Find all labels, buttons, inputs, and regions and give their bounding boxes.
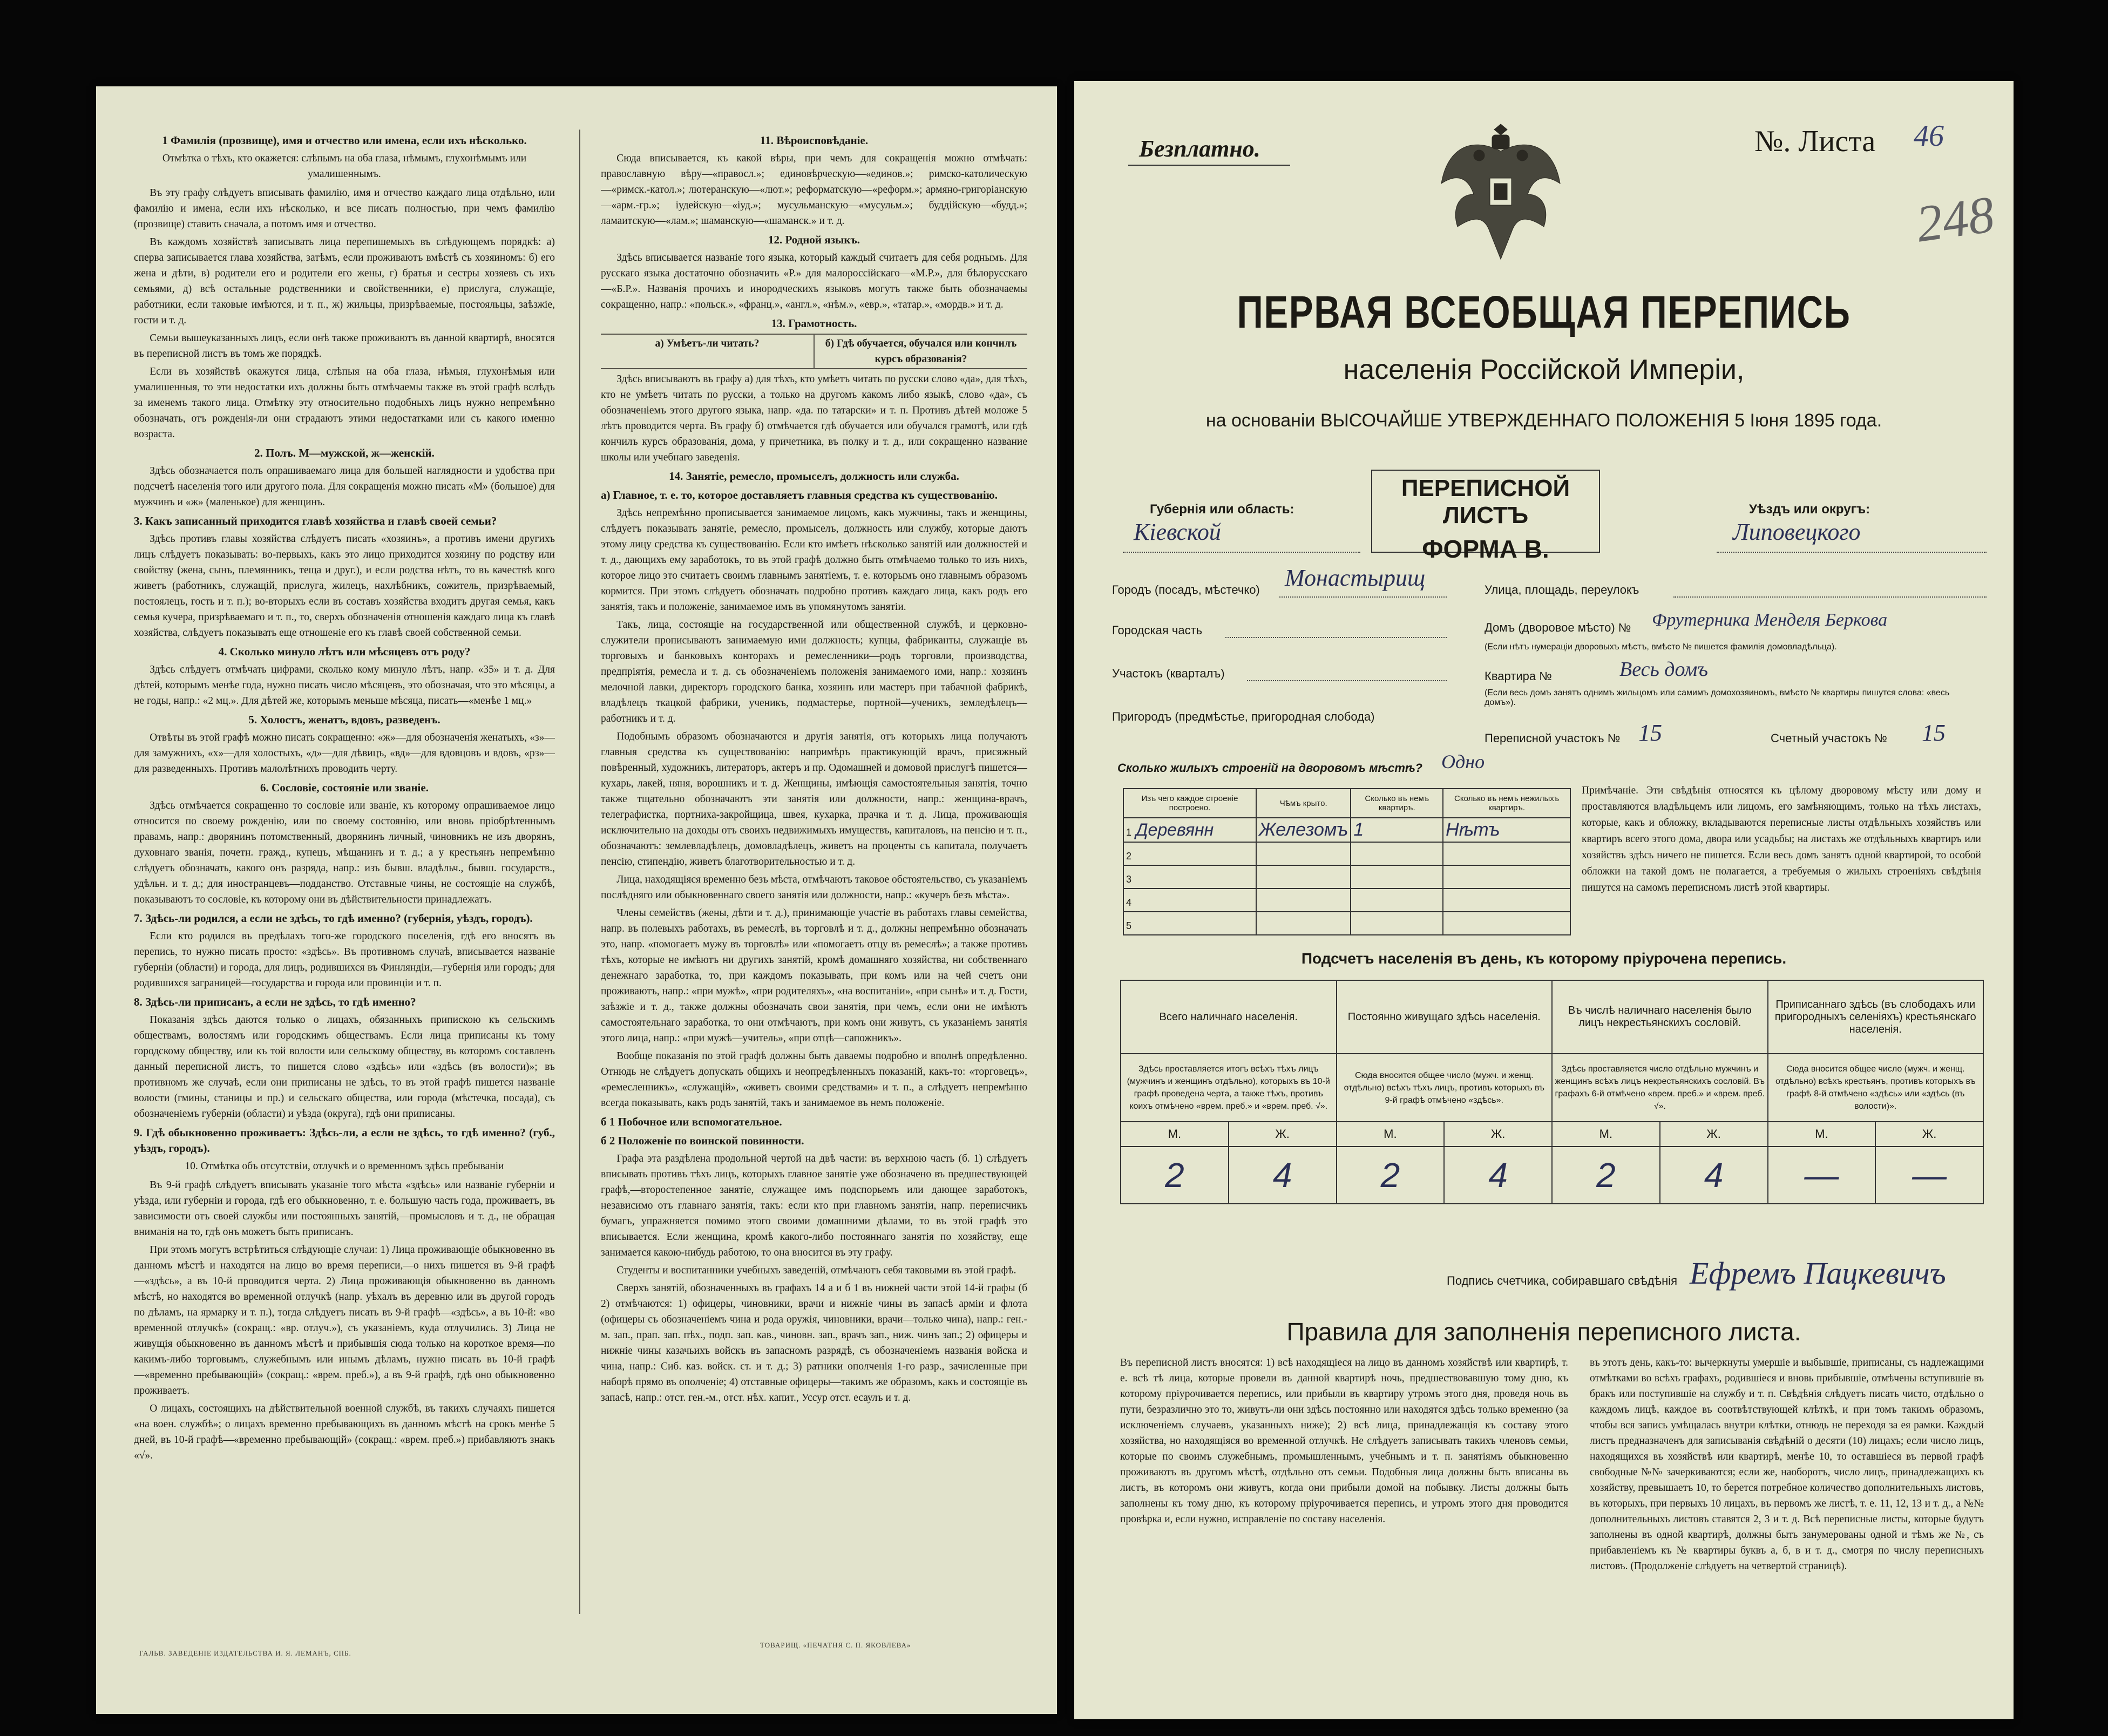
ulitsa-line: [1673, 596, 1987, 598]
buildings-note: Примѣчаніе. Эти свѣдѣнія относятся къ цѣлому дворовому мѣсту или дому и проставляются владѣльцемъ или лицомъ, его замѣняющимъ, только на тѣхъ листахъ, которые, какъ и обложку, вкладываются переписные листы отдѣльныхъ хозяйствъ или квартиръ всего этого дома, двора или усадьбы; на листахъ же отдѣльныхъ квартиръ или хозяйствъ здѣсь ничего не пишется. Если весь домъ занятъ одной квартирой, то особой обложки на такой домъ не полагается, а требуемыя о жилыхъ строеніяхъ свѣдѣнія пишутся на самомъ переписномъ листѣ этой квартиры.: [1582, 785, 1981, 893]
instruction-paragraph: Здѣсь вписывается названіе того языка, который каждый считаетъ для себя роднымъ. Для русскаго языка достаточно обозначить «Р.» для малороссійскаго—«М.Р.», для бѣлорусскаго—«Б.Р.». Названія прочихъ и инородческихъ языковъ могутъ также быть обозначаемы сокращенно, напр.: «польск.», «франц.», «англ.», «нѣм.», «евр.», «татар.», «мордв.» и т. д.: [601, 252, 1027, 310]
instruction-paragraph: Отмѣтка о тѣхъ, кто окажется: слѣпымъ на оба глаза, нѣмымъ, глухонѣмымъ или умалишеннымъ.: [162, 153, 527, 180]
pop-sex-header: М.: [1768, 1122, 1876, 1147]
instruction-paragraph: Вообще показанія по этой графѣ должны быть даваемы подробно и вполнѣ опредѣленно. Отнюдь не слѣдуетъ допускать общихъ и неопредѣленныхъ показаній, какъ-то: «торговецъ», «ремесленникъ», «служащій», «живетъ своими средствами» и т. п., а слѣдуетъ непремѣнно всегда показывать, какъ родъ занятій, такъ и занимаемое въ немъ положеніе.: [601, 1050, 1027, 1109]
uchastok-line: [1247, 680, 1447, 681]
guberniya-value: Кіевской: [1134, 519, 1221, 545]
question-heading: б 2 Положеніе по воинской повинности.: [601, 1134, 804, 1147]
enumerator-signature-label: Подпись счетчика, собиравшаго свѣдѣнія: [1447, 1274, 1678, 1287]
pencil-archive-number: 248: [1913, 185, 1998, 253]
sheet-number-label: №. Листа: [1754, 125, 1876, 158]
buildings-row: [1123, 818, 1570, 842]
question-heading: 12. Родной языкъ.: [768, 233, 860, 246]
pop-count-value: 4: [1229, 1147, 1337, 1204]
instruction-paragraph: При этомъ могутъ встрѣтиться слѣдующіе случаи: 1) Лица проживающіе обыкновенно въ данномъ мѣстѣ и находятся на лицо во время переписи,—о нихъ пишется въ 9-й графѣ—«здѣсь», а въ 10-й проводится черта. 2) Лица проживающія обыкновенно въ данномъ мѣстѣ, но находятся во временной отлучкѣ (напр. уѣхалъ въ деревню или въ другой городъ по дѣламъ, на ярмарку и т. п.), тогда слѣдуетъ писать въ 9-й графѣ—«здѣсь», а въ 10-й: «во временной отлучкѣ» (сокращ.: «вр. отлуч.»), съ указаніемъ, куда отлучились. 3) Лица не живущія обыкновенно въ данномъ мѣстѣ и прибывшія сюда только на короткое время—по какимъ-либо торговымъ, служебнымъ или инымъ дѣламъ, нужно писать въ 10-й графѣ—«временно пребывающій» (сокращ.: «врем. преб.»), а въ 9-й графѣ, гдѣ оно обыкновенно проживаетъ.: [134, 1244, 555, 1396]
buildings-cell-flats: [1351, 889, 1443, 912]
pop-count-value: 2: [1552, 1147, 1660, 1204]
instruction-paragraph: Въ каждомъ хозяйствѣ записывать лица перепишемыхъ въ слѣдующемъ порядкѣ: а) сперва записывается глава хозяйства, затѣмъ, если проживаютъ вмѣстѣ съ хозяиномъ: б) его жена и дѣти, в) родители его и родители его жены, г) братья и сестры хозяевъ съ ихъ семьями, д) всѣ остальные родственники и свойственники, е) прислуга, служащіе, работники, если таковые имѣются, и т. п., ж) жильцы, призрѣваемые, постояльцы, заѣзжіе, гости и т. д.: [134, 236, 555, 326]
pop-header-peasant: Приписаннаго здѣсь (въ слободахъ или пригородныхъ селеніяхъ) крестьянскаго населенія.: [1768, 980, 1984, 1054]
guberniya-label: Губернія или область:: [1150, 502, 1294, 517]
buildings-row: [1123, 889, 1570, 912]
instruction-paragraph: Здѣсь отмѣчается сокращенно то сословіе или званіе, къ которому опрашиваемое лицо относится по своему рожденію, или по своему состоянію, или вновь пріобрѣтеннымъ правамъ, напр.: дворянинъ потомственный, дворянинъ личный, чиновникъ не изъ дворянъ, духовнаго званія, почетн. гражд., купецъ, мѣщанинъ и т. д.; а у крестьянъ непремѣнно слѣдуетъ обозначать, какого онъ разряда, напр.: изъ бывш. владѣльч., бывш. государств., удѣльн. и т. д.; для иностранцевъ—подданство. Отставные чины, не состоящіе на службѣ, показываютъ то сословіе, къ которому они въ дѣйствительности принадлежатъ.: [134, 800, 555, 905]
rules-title: Правила для заполненія переписного листа.: [1286, 1318, 1801, 1346]
form-title-line-1: ПЕРЕПИСНОЙ ЛИСТЪ: [1401, 475, 1570, 528]
instruction-paragraph: Если въ хозяйствѣ окажутся лица, слѣпыя на оба глаза, нѣмыя, глухонѣмыя или умалишенныя, то эти недостатки ихъ должны быть отмѣчаемы также въ этой графѣ вслѣдъ за именемъ такого лица. Отмѣтку эту относительно подобныхъ лицъ нужно непремѣнно обозначать, отъ рожденія-ли они страдаютъ этими недостатками или съ какого именно возраста.: [134, 366, 555, 440]
kvartira-label: Квартира №: [1485, 669, 1552, 683]
buildings-cell-roof: Железомъ: [1256, 818, 1351, 842]
question-heading: 6. Сословіе, состояніе или званіе.: [260, 781, 429, 794]
instruction-paragraph: Такъ, лица, состоящіе на государственной или общественной службѣ, и церковно-служители прописываютъ занимаемую ими должность; купцы, фабриканты, служащіе въ торговыхъ и банковыхъ конторахъ и ремесленники—родъ торговли, производства, предпріятія, ремесла и т. д. съ обозначеніемъ положенія занимаемого ими, напр.: хозяинъ мелочной лавки, директоръ городского банка, хозяинъ или мастеръ при табачной фабрикѣ, владѣлецъ ткацкой фабрики, ученикъ, подмастерье, портной—ученикъ, земледѣлецъ—работникъ и т. д.: [601, 619, 1027, 724]
pop-count-value: —: [1768, 1147, 1876, 1204]
rules-text-left: Въ переписной листъ вносятся: 1) всѣ находящіеся на лицо въ данномъ хозяйствѣ или квартирѣ, т. е. всѣ тѣ лица, которые провели въ данной квартирѣ ночь, предшествовавшую тому дню, къ которому пріурочивается перепись, или прибыли въ квартиру утромъ этого дня, проведя ночь въ пути, безразлично это то, живутъ-ли они здѣсь постоянно или находятся здѣсь только временно (за исключеніемъ случаевъ, указанныхъ ниже); 2) всѣ лица, принадлежащія къ составу этого хозяйства, но находящіяся во временной отлучкѣ. Не слѣдуетъ записывать такихъ членовъ семьи, которые по своимъ служебнымъ, промышленнымъ, учебнымъ и т. п. занятіямъ обыкновенно проживаютъ въ другомъ мѣстѣ, отдѣльно отъ семьи. Подобныя лица должны быть вписаны въ листъ, въ которомъ они живутъ, когда они прибыли домой на побывку. Листы должны быть заполнены къ тому дню, къ которому пріурочивается перепись, и утромъ этого дня проводится провѣрка и, если нужно, исправленіе по составу населенія.: [1120, 1357, 1568, 1525]
instruction-paragraph: Студенты и воспитанники учебныхъ заведеній, отмѣчаютъ себя таковыми въ этой графѣ.: [616, 1265, 1016, 1276]
imperial-eagle-icon: [1436, 113, 1565, 270]
pop-sex-header: Ж.: [1444, 1122, 1552, 1147]
buildings-cell-roof: [1256, 889, 1351, 912]
buildings-cell-flats: [1351, 912, 1443, 935]
question-subheader: а) Умѣетъ-ли читать?: [655, 338, 760, 349]
enumerator-signature: Ефремъ Пацкевичъ: [1690, 1256, 1946, 1291]
printer-footer-left: ГАЛЬВ. ЗАВЕДЕНІЕ ИЗДАТЕЛЬСТВА И. Я. ЛЕМАНЪ, СПБ.: [139, 1649, 351, 1657]
form-title-line-2: ФОРМА В.: [1422, 535, 1549, 563]
instruction-paragraph: Въ эту графу слѣдуетъ вписывать фамилію, имя и отчество каждаго лица отдѣльно, или фамилію и имена, если ихъ нѣсколько, и все писать полностью, при чемъ фамилію (прозвище) ставить сначала, а потомъ имя и отчество.: [134, 187, 555, 230]
perepis-uchastok-value: 15: [1638, 720, 1662, 746]
perepis-uchastok-label: Переписной участокъ №: [1485, 731, 1621, 745]
instruction-paragraph: Здѣсь противъ главы хозяйства слѣдуетъ писать «хозяинъ», а противъ имени другихъ лицъ слѣдуетъ показывать: во-первыхъ, какъ это лицо приходится хозяину по родству или свойству (жена, сынъ, племянникъ, теща и друг.), и если родства нѣтъ, то въ качествѣ кого живетъ (работникъ, служащій, прислуга, жилецъ, нахлѣбникъ, сожитель, призрѣваемый, постоялецъ, гость и т. п.); во-вторыхъ если въ составъ хозяйства входитъ другая семья, какъ семья кучера, призрѣваемаго и т. п., то, сверхъ обозначенія отношенія каждаго лица къ главѣ хозяйства, слѣдуетъ показывать еще отношеніе его къ главѣ своей собственной семьи.: [134, 533, 555, 639]
question-heading: 11. Вѣроисповѣданіе.: [760, 134, 869, 147]
free-underline: [1128, 165, 1290, 166]
instruction-paragraph: Здѣсь непремѣнно прописывается занимаемое лицомъ, какъ мужчины, такъ и женщины, слѣдуетъ показывать занятіе, ремесло, промыселъ, должность или службу, которые даютъ этому лицу средства къ существованію. Если кто имѣетъ нѣсколько занятій или должностей и т. д., дающихъ ему заработокъ, то въ этой графѣ должно быть отмѣчаемо только то изъ нихъ, которое лицо это считаетъ своимъ главнымъ занятіемъ, т. е. которымъ оно главнымъ образомъ кормится. При этомъ слѣдуетъ обозначать подробно противъ каждаго лица, какъ родъ его занятія, такъ и положеніе, занимаемое имъ въ упомянутомъ занятіи.: [601, 507, 1027, 613]
kvartira-note: (Если весь домъ занятъ однимъ жильцомъ или самимъ домохозяиномъ, вмѣсто № квартиры пишутся слова: «весь домъ»).: [1485, 688, 1950, 707]
chast-line: [1225, 637, 1447, 638]
question-heading: 14. Занятіе, ремесло, промыселъ, должность или служба.: [669, 470, 959, 483]
pop-desc-permanent: Сюда вносится общее число (мужч. и женщ. отдѣльно) всѣхъ тѣхъ лицъ, противъ которыхъ въ 9-й графѣ отмѣчено «здѣсь».: [1337, 1054, 1553, 1122]
buildings-answer: Одно: [1441, 751, 1485, 772]
instruction-paragraph: Показанія здѣсь даются только о лицахъ, обязанныхъ припискою къ сельскимъ обществамъ, волостямъ или городскимъ обществамъ. Если лица приписаны къ тому городскому обществу, или къ той волости или сельскому обществу, въ которомъ составленъ данный переписной листъ, то пишется слово «здѣсь» или «здѣсь (въ волости)»; въ противномъ же случаѣ, если они приписаны не здѣсь, то въ этой графѣ пишется названіе волости (гмины, станицы и пр.) и сельскаго общества, или города (мѣстечка, посада), съ обозначеніемъ губерніи (области) и уѣзда (округа), гдѣ они приписаны.: [134, 1014, 555, 1120]
instruction-paragraph: Графа эта раздѣлена продольной чертой на двѣ части: въ верхнюю часть (б. 1) слѣдуетъ вписывать противъ тѣхъ лицъ, которыхъ главное занятіе уже обозначено въ предшествующей графѣ,—второстепенное занятіе, служащее имъ подспорьемъ или дающее заработокъ, независимо отъ главнаго занятія, такъ: если кто при главномъ занятіи, напр. переписчикъ бумагъ, упражняется помимо этого своими домашними дѣлами, то въ этой графѣ это вписывается. Если женщина, кромѣ какого-либо постояннаго занятія по хозяйству, еще занимается какою-нибудь работою, то она вносится въ эту графу.: [601, 1153, 1027, 1258]
form-title-box: [1371, 470, 1600, 563]
uezd-line: [1717, 552, 1987, 553]
sheet-number-value: 46: [1914, 119, 1944, 153]
pop-header-non-peasant: Въ числѣ наличнаго населенія было лицъ некрестьянскихъ сословій.: [1552, 980, 1768, 1054]
buildings-row-number: 4: [1126, 897, 1132, 908]
pop-desc-non-peasant: Здѣсь проставляется число отдѣльно мужчинъ и женщинъ всѣхъ лицъ некрестьянскихъ сословій. Въ графахъ 6-й отмѣчено «врем. преб.» и «врем. преб. √».: [1552, 1054, 1768, 1122]
buildings-cell-roof: [1256, 912, 1351, 935]
schet-uchastok-value: 15: [1922, 720, 1946, 746]
question-subheader-row: [601, 334, 1027, 369]
instruction-paragraph: Отвѣты въ этой графѣ можно писать сокращенно: «ж»—для обозначенія женатыхъ, «з»—для замужнихъ, «х»—для холостыхъ, «д»—для дѣвицъ, «вд»—для вдовцовъ и вдовъ, «рз»—для разведенныхъ. Противъ малолѣтнихъ проводить черту.: [134, 732, 555, 775]
instruction-paragraph: Здѣсь вписываютъ въ графу а) для тѣхъ, кто умѣетъ читать по русски слово «да», для тѣхъ, кто не умѣетъ читать по русски, а только на другомъ какомъ либо языкѣ, слово «да», съ обозначеніемъ этого другого языка, напр. «да. по татарски» и т. п. Противъ дѣтей моложе 5 лѣтъ проводится черта. Въ графу б) отмѣчается гдѣ обучается или обучался грамотѣ, или гдѣ кончилъ курсъ образованія, дома, у причетника, въ полку и т. д., или сокращенно название школы или учебнаго заведенія.: [601, 374, 1027, 463]
buildings-cell-material: Деревянн: [1136, 820, 1214, 839]
pop-sex-header: Ж.: [1660, 1122, 1768, 1147]
buildings-header-material: Изъ чего каждое строеніе построено.: [1123, 789, 1256, 818]
question-heading: 9. Гдѣ обыкновенно проживаетъ: Здѣсь-ли, а если не здѣсь, то гдѣ именно? (губ., уѣздъ, городъ).: [134, 1126, 555, 1155]
buildings-row: [1123, 865, 1570, 889]
buildings-cell-empty: [1443, 865, 1570, 889]
ulitsa-label: Улица, площадь, переулокъ: [1485, 583, 1639, 596]
pop-sex-header: Ж.: [1229, 1122, 1337, 1147]
kvartira-value: Весь домъ: [1619, 658, 1708, 681]
dom-note: (Если нѣтъ нумераціи дворовыхъ мѣстъ, вмѣсто № пишется фамилія домовладѣльца).: [1485, 642, 1837, 652]
buildings-row-number: 3: [1126, 874, 1132, 885]
pop-desc-total: Здѣсь проставляется итогъ всѣхъ тѣхъ лицъ (мужчинъ и женщинъ отдѣльно), которыхъ въ 10-й графѣ проведена черта, а также тѣхъ, противъ коихъ отмѣчено «врем. преб.» и «врем. преб. √».: [1121, 1054, 1337, 1122]
buildings-question: Сколько жилыхъ строеній на дворовомъ мѣстѣ?: [1117, 761, 1422, 775]
instruction-paragraph: Лица, находящіяся временно безъ мѣста, отмѣчаютъ таковое обстоятельство, съ указаніемъ послѣдняго или обыкновеннаго своего занятія или должности, напр.: «кучеръ безъ мѣста».: [601, 874, 1027, 901]
instruction-paragraph: Члены семействъ (жены, дѣти и т. д.), принимающіе участіе въ работахъ главы семейства, напр. въ полевыхъ работахъ, въ ремеслѣ, въ торговлѣ и т. д., должны непремѣнно обозначать это, напр. «помогаетъ мужу въ торговлѣ» или «помогаетъ отцу въ ремеслѣ»; а также противъ тѣхъ, которые не имѣютъ ни другихъ занятій, кромѣ домашняго хозяйства, ни собственнаго денежнаго заработка, то, при каждомъ показывать, при комъ или на чей счетъ они проживаютъ, напр.: «при мужѣ», «при родителяхъ», «на воспитаніи», «при сынѣ» и т. д. Гости, заѣзжіе и т. д., также должны обозначать свои занятія, при чемъ, если они не имѣютъ самостоятельнаго заработка, то они отмѣчаютъ, при комъ они живутъ, съ указаніемъ занятія этого лица, напр.: «при мужѣ—учитель», «при отцѣ—сапожникъ».: [601, 907, 1027, 1044]
free-label: Безплатно.: [1139, 135, 1260, 162]
buildings-row-number: 1: [1126, 827, 1132, 838]
question-subheader: б) Гдѣ обучается, обучался или кончилъ курсъ образованія?: [814, 335, 1027, 368]
pop-desc-peasant: Сюда вносится общее число (мужч. и женщ. отдѣльно) всѣхъ крестьянъ, противъ которыхъ въ графѣ 8-й отмѣчено «здѣсь» или «здѣсь (въ волости)».: [1768, 1054, 1984, 1122]
buildings-row: [1123, 912, 1570, 935]
guberniya-line: [1123, 552, 1360, 553]
pop-count-value: —: [1875, 1147, 1983, 1204]
dom-value: Фрутерника Менделя Беркова: [1652, 610, 1888, 630]
question-heading: а) Главное, т. е. то, которое доставляетъ главныя средства къ существованію.: [601, 489, 998, 501]
question-heading: 8. Здѣсь-ли приписанъ, а если не здѣсь, то гдѣ именно?: [134, 995, 416, 1008]
buildings-cell-empty: [1443, 842, 1570, 865]
question-heading: 3. Какъ записанный приходится главѣ хозяйства и главѣ своей семьи?: [134, 514, 497, 527]
pop-count-value: 4: [1444, 1147, 1552, 1204]
population-count-title: Подсчетъ населенія въ день, къ которому пріурочена перепись.: [1301, 950, 1787, 967]
pop-header-total: Всего наличнаго населенія.: [1121, 980, 1337, 1054]
uezd-label: Уѣздъ или округъ:: [1749, 502, 1870, 517]
pop-sex-header: М.: [1121, 1122, 1229, 1147]
buildings-cell-empty: [1443, 889, 1570, 912]
dom-label: Домъ (дворовое мѣсто) №: [1485, 621, 1631, 634]
instruction-paragraph: Семьи вышеуказанныхъ лицъ, если онѣ также проживаютъ въ данной квартирѣ, вносятся въ переписной листъ въ томъ же порядкѣ.: [134, 333, 555, 360]
left-column-a: [134, 130, 555, 1614]
instruction-paragraph: Сюда вписывается, къ какой вѣры, при чемъ для сокращенія можно отмѣчать: православную вѣру—«правосл.»; единовѣрческую—«единов.»; римско-католическую—«римск.-катол.»; лютеранскую—«лют.»; реформатскую—«реформ.»; армяно-григоріанскую—«арм.-гр.»; іудейскую—«іуд.»; мусульманскую—«мусульм.»; буддійскую—«будд.»; ламаитскую—«лам.»; шаманскую—«шаманск.» и т. д.: [601, 153, 1027, 227]
left-page: [96, 86, 1057, 1714]
prigorod-label: Пригородъ (предмѣстье, пригородная слобода): [1112, 710, 1375, 723]
population-table: [1120, 980, 1984, 1204]
instruction-paragraph: Здѣсь слѣдуетъ отмѣчать цифрами, сколько кому минуло лѣтъ, напр. «35» и т. д. Для дѣтей, которымъ менѣе года, нужно писать число мѣсяцевъ, это обозначая, что это мѣсяцы, а не годы, напр.: «2 мц.». Для дѣтей же, которымъ меньше мѣсяца, писать—«менѣе 1 мц.»: [134, 664, 555, 707]
question-heading: б 1 Побочное или вспомогательное.: [601, 1115, 782, 1128]
census-subtitle: населенія Россійской Имперіи,: [1343, 354, 1745, 385]
instruction-paragraph: 10. Отмѣтка объ отсутствіи, отлучкѣ и о временномъ здѣсь пребываніи: [185, 1161, 504, 1172]
pop-count-value: 2: [1121, 1147, 1229, 1204]
instruction-paragraph: Здѣсь обозначается полъ опрашиваемаго лица для большей наглядности и удобства при подсчетѣ населенія того или другого пола. Для сокращенія можно писать «М» (большое) для мужчинъ и «ж» (маленькое) для женщинъ.: [134, 465, 555, 508]
pop-header-permanent: Постоянно живущаго здѣсь населенія.: [1337, 980, 1553, 1054]
buildings-header-empty: Сколько въ немъ нежилыхъ квартиръ.: [1443, 789, 1570, 818]
rules-text-right: въ этотъ день, какъ-то: вычеркнуты умершіе и выбывшіе, приписаны, съ надлежащими отмѣтками во всѣхъ графахъ, родившіеся и вновь прибывшіе, отмѣчены вступившіе въ бракъ или поступившіе на службу и т. п. Свѣдѣнія слѣдуетъ писать чисто, отдѣльно о каждомъ лицѣ, каждое въ соотвѣтствующей клѣткѣ, и при томъ такимъ образомъ, чтобы вся запись умѣщалась внутри клѣтки, отнюдь не переходя за ея рамки. Каждый листъ предназначенъ для записыванія свѣдѣній о десяти (10) лицахъ; если число лицъ, находящихся въ хозяйствѣ или квартирѣ, менѣе 10, то оставшіеся въ первой графѣ свободные №№ зачеркиваются; если же, наоборотъ, число лицъ, принадлежащихъ къ хозяйству, превышаетъ 10, то берется потребное количество дополнительныхъ листовъ, въ которыхъ, при первыхъ 10 лицахъ, въ первомъ же листѣ, т. е. 11, 12, 13 и т. д., а №№ дополнительныхъ листовъ ставятся 2, 3 и т. д. Всѣ переписные листы, которые будутъ заполнены въ одной квартирѣ, должны быть занумерованы одной и тѣмъ же №, съ прибавленіемъ къ № квартиры буквъ а, б, в и т. д., смотря по числу переписныхъ листовъ. (Продолженіе слѣдуетъ на четвертой страницѣ).: [1590, 1357, 1984, 1572]
pop-sex-header: М.: [1552, 1122, 1660, 1147]
pop-sex-header: Ж.: [1875, 1122, 1983, 1147]
column-divider: [579, 130, 580, 1614]
buildings-header-roof: Чѣмъ крыто.: [1256, 789, 1351, 818]
census-title: ПЕРВАЯ ВСЕОБЩАЯ ПЕРЕПИСЬ: [1237, 287, 1851, 337]
buildings-row: [1123, 842, 1570, 865]
pop-sex-header: М.: [1337, 1122, 1445, 1147]
buildings-cell-flats: [1351, 842, 1443, 865]
buildings-cell-flats: 1: [1351, 818, 1443, 842]
question-heading: 1 Фамилія (прозвище), имя и отчество или имена, если ихъ нѣсколько.: [162, 134, 527, 147]
printer-footer-right: ТОВАРИЩ. «ПЕЧАТНЯ С. П. ЯКОВЛЕВА»: [760, 1641, 911, 1649]
question-heading: 4. Сколько минуло лѣтъ или мѣсяцевъ отъ роду?: [218, 645, 471, 658]
instruction-paragraph: О лицахъ, состоящихъ на дѣйствительной военной службѣ, въ такихъ случаяхъ пишется «на воен. службѣ»; о лицахъ временно пребывающихъ въ данномъ мѣстѣ на срокъ менѣе 5 дней, въ 10-й графѣ—«временно пребывающій» (сокращ.: «врем. преб.») прибавляютъ знакъ «√».: [134, 1403, 555, 1461]
question-heading: 13. Грамотность.: [771, 317, 857, 330]
question-heading: 5. Холостъ, женатъ, вдовъ, разведенъ.: [248, 713, 440, 726]
uchastok-label: Участокъ (кварталъ): [1112, 667, 1225, 680]
buildings-header-flats: Сколько въ немъ квартиръ.: [1351, 789, 1443, 818]
buildings-row-number: 2: [1126, 851, 1132, 862]
instruction-paragraph: Сверхъ занятій, обозначенныхъ въ графахъ 14 а и б 1 въ нижней части этой 14-й графы (б 2) отмѣчаются: 1) офицеры, чиновники, врачи и нижніе чины въ запасѣ арміи и флота (офицеры съ обозначеніемъ чина и рода оружія, чиновники, врачи—только чина), напр.: ген.-м. зап., прап. зап. пѣх., подп. зап. кав., чиновн. зап., врачъ зап., ниж. чинъ зап.; 2) офицеры и нижніе чины казачьихъ войскъ въ запасномъ разрядѣ, съ обозначеніемъ названія войска и чина, напр.: Сиб. каз. войск. ст. и т. д.; 3) ратники ополченія 1-го разр., зачисленные при наборѣ прямо въ ополченіе; 4) отставные офицеры—такимъ же образомъ, какъ и состоящіе въ запасѣ, напр.: отст. ген.-м., отст. нѣх. капит., Уссур отст. есаулъ и т. д.: [601, 1283, 1027, 1403]
right-page: [1074, 81, 2014, 1719]
pop-count-value: 4: [1660, 1147, 1768, 1204]
buildings-cell-flats: [1351, 865, 1443, 889]
instruction-paragraph: Если кто родился въ предѣлахъ того-же городского поселенія, гдѣ его вносятъ въ перепись, то нужно писать просто: «здѣсь». Въ противномъ случаѣ, вписывается названіе губерніи (области) и города, для лицъ, родившихся въ Финляндіи,—губернія или городъ; для родившихся заграницей—государства и города или провинціи и т. п.: [134, 931, 555, 989]
buildings-cell-roof: [1256, 842, 1351, 865]
instruction-paragraph: Подобнымъ образомъ обозначаются и другія занятія, отъ которыхъ лица получаютъ главныя средства къ существованію: напримѣръ практикующій врачъ, присяжный повѣренный, художникъ, литераторъ, актеръ и пр. Одомашней и домовой прислугѣ пишется—кухарь, лакей, няня, ворошникъ и т. д. Женщины, имѣющія самостоятельныя занятія, точно также тщательно обозначаютъ эти занятія или должности, напр.: женщина-врачъ, телеграфистка, портниха-закройщица, швея, кухарка, прачка и т. д. Лица, проживающія исключительно на доходы отъ своихъ недвижимыхъ имуществъ, капиталовъ, на пенсію и т. п., обозначаютъ: землевладѣлецъ, домовладѣлецъ, живетъ на проценты съ капитала, получаетъ пенсію, стипендію, живетъ благотворительностью и т. д.: [601, 731, 1027, 867]
gorod-value: Монастырищ: [1285, 565, 1426, 591]
left-column-b: [601, 130, 1027, 1598]
gorod-line: [1279, 596, 1447, 598]
buildings-cell-empty: [1443, 912, 1570, 935]
census-basis: на основаніи ВЫСОЧАЙШЕ УТВЕРЖДЕННАГО ПОЛОЖЕНІЯ 5 Іюня 1895 года.: [1205, 410, 1882, 431]
pop-count-value: 2: [1337, 1147, 1445, 1204]
chast-label: Городская часть: [1112, 623, 1203, 637]
question-heading: 2. Полъ. М—мужской, ж—женскій.: [254, 446, 435, 459]
buildings-row-number: 5: [1126, 920, 1132, 931]
gorod-label: Городъ (посадъ, мѣстечко): [1112, 583, 1260, 596]
uezd-value: Липовецкого: [1733, 519, 1861, 545]
question-heading: 7. Здѣсь-ли родился, а если не здѣсь, то гдѣ именно? (губернія, уѣздъ, городъ).: [134, 912, 533, 925]
buildings-cell-roof: [1256, 865, 1351, 889]
buildings-cell-empty: Нѣтъ: [1443, 818, 1570, 842]
instruction-paragraph: Въ 9-й графѣ слѣдуетъ вписывать указаніе того мѣста «здѣсь» или названіе губерніи и уѣзда, или губерніи и города, гдѣ его обыкновенно, т. е. большую часть года, проживаетъ, въ зависимости отъ своей службы или постоянныхъ занятій,—промысловъ и т. д., не обращая вниманія на то, гдѣ онъ можетъ быть приписанъ.: [134, 1179, 555, 1238]
schet-uchastok-label: Счетный участокъ №: [1771, 731, 1887, 745]
buildings-table: [1123, 788, 1571, 935]
